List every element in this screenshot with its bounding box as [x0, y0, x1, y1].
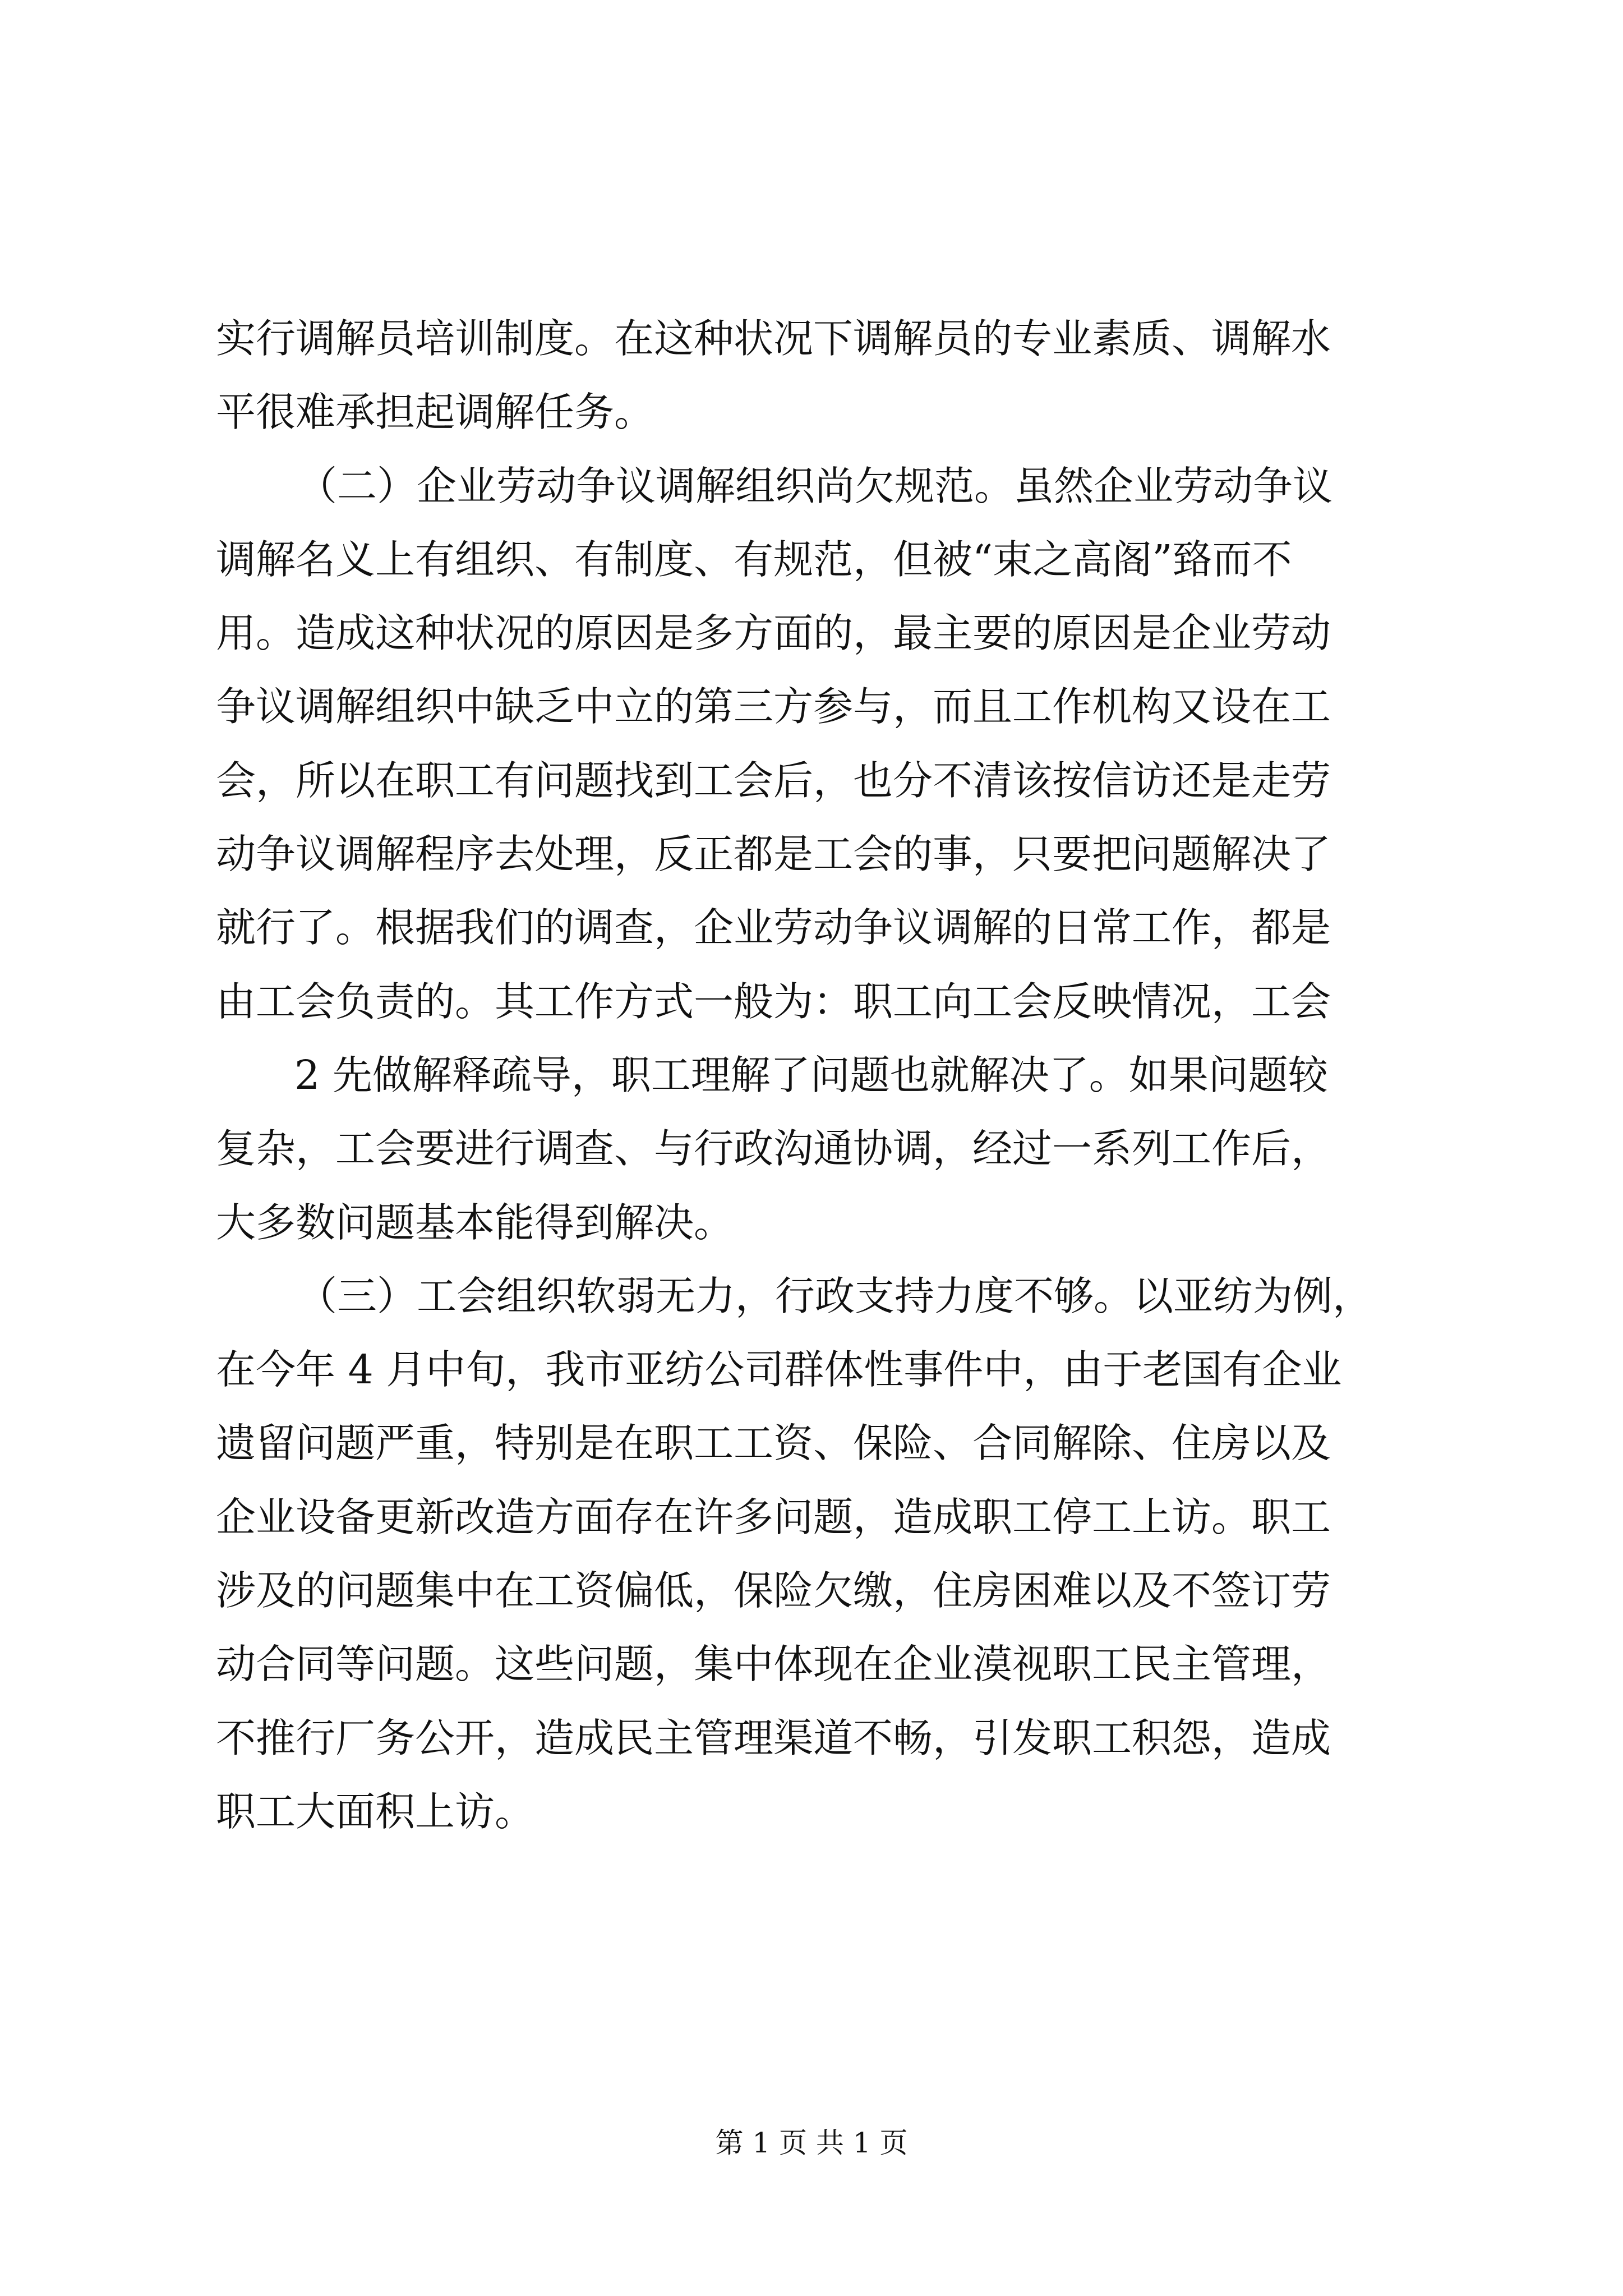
text-line: 遗留问题严重，特别是在职工工资、保险、合同解除、住房以及	[216, 1420, 1331, 1467]
text-line: 不推行厂务公开，造成民主管理渠道不畅，引发职工积怨，造成	[216, 1714, 1331, 1761]
text-line: 就行了。根据我们的调查，企业劳动争议调解的日常工作，都是	[216, 904, 1331, 951]
text-line: 调解名义上有组织、有制度、有规范，但被“束之高阁”臵而不	[216, 536, 1292, 583]
text-line: 在今年 4 月中旬，我市亚纺公司群体性事件中，由于老国有企业	[216, 1346, 1342, 1393]
page-number-label: 第 1 页 共 1 页	[715, 2127, 908, 2159]
text-line: 动争议调解程序去处理，反正都是工会的事，只要把问题解决了	[216, 831, 1331, 878]
text-line: 复杂，工会要进行调查、与行政沟通协调，经过一系列工作后，	[216, 1125, 1331, 1172]
text-line: 大多数问题基本能得到解决。	[216, 1199, 734, 1246]
text-line: 用。造成这种状况的原因是多方面的，最主要的原因是企业劳动	[216, 610, 1331, 657]
text-line: 会，所以在职工有问题找到工会后，也分不清该按信访还是走劳	[216, 757, 1331, 804]
text-line-indented: 2 先做解释疏导，职工理解了问题也就解决了。如果问题较	[294, 1051, 1328, 1098]
text-line: 实行调解员培训制度。在这种状况下调解员的专业素质、调解水	[216, 315, 1331, 362]
text-line-paragraph-start: （二）企业劳动争议调解组织尚欠规范。虽然企业劳动争议	[297, 462, 1333, 509]
text-line: 企业设备更新改造方面存在许多问题，造成职工停工上访。职工	[216, 1493, 1331, 1540]
text-line: 动合同等问题。这些问题，集中体现在企业漠视职工民主管理，	[216, 1641, 1331, 1688]
text-line: 由工会负责的。其工作方式一般为：职工向工会反映情况，工会	[216, 978, 1331, 1025]
text-line: 涉及的问题集中在工资偏低，保险欠缴，住房困难以及不签订劳	[216, 1567, 1331, 1614]
text-line-paragraph-start: （三）工会组织软弱无力，行政支持力度不够。以亚纺为例，	[297, 1272, 1373, 1319]
text-line: 职工大面积上访。	[216, 1788, 535, 1835]
text-line: 平很难承担起调解任务。	[216, 389, 654, 436]
page-footer	[0, 2126, 1623, 2160]
text-line: 争议调解组织中缺乏中立的第三方参与，而且工作机构又设在工	[216, 683, 1331, 730]
document-body	[216, 302, 1425, 1848]
